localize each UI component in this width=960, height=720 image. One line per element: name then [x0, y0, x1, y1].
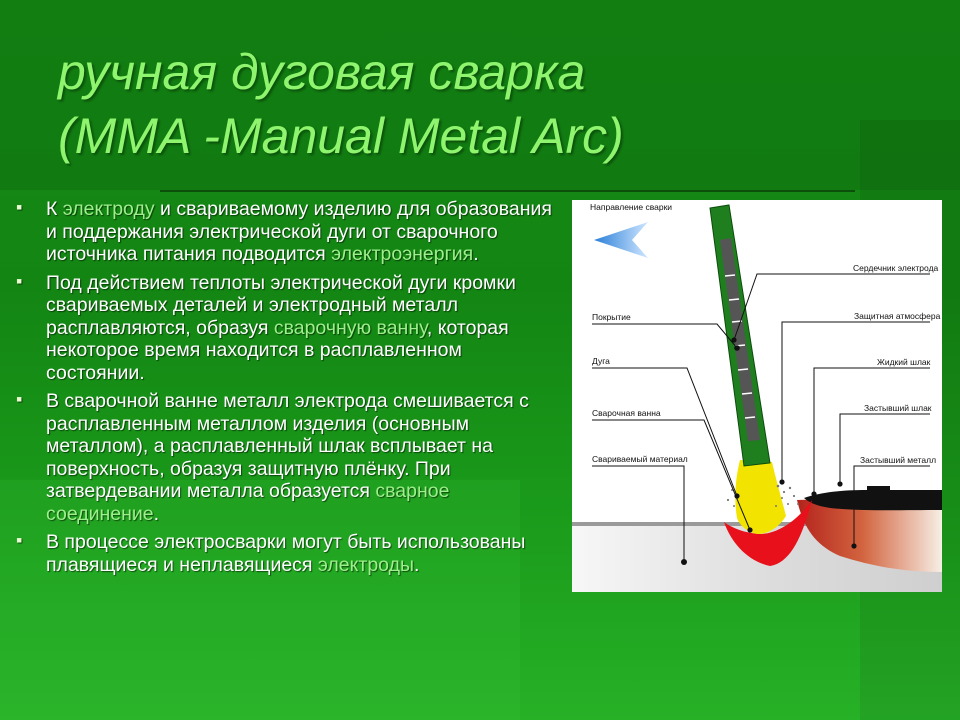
keyword-text: электроды — [317, 553, 414, 576]
bullet-marker-icon: ▪ — [16, 389, 23, 409]
bullet-item — [16, 531, 564, 576]
solid-slag — [804, 486, 942, 510]
bullet-item — [16, 198, 564, 266]
bullet-text: Под действием теплоты электрической дуги кромки свариваемых деталей и электродный металл расплавляются, образуя — [46, 271, 516, 339]
keyword-text: сварное соединение — [46, 480, 450, 525]
bullet-text: и свариваемому изделию для образования и поддержания электрической дуги от сварочного источника питания подводится — [46, 198, 552, 265]
label-coating: Покрытие — [592, 312, 631, 322]
bullet-marker-icon: ▪ — [16, 270, 23, 291]
bullet-list — [16, 198, 564, 582]
bullet-text: . — [414, 553, 420, 576]
welding-diagram — [572, 200, 942, 592]
bullet-item — [16, 390, 564, 525]
label-core: Сердечник электрода — [853, 263, 939, 273]
label-base-metal: Свариваемый материал — [592, 454, 688, 464]
title-line-2: (MMA -Manual Metal Arc) — [58, 108, 624, 164]
bullet-text: . — [153, 502, 160, 525]
label-solid-metal: Застывший металл — [860, 455, 937, 465]
title-line-1: ручная дуговая сварка — [58, 44, 586, 100]
bullet-text: , которая некоторое время находится в расплавленном состоянии. — [46, 316, 509, 384]
bullet-text: В процессе электросварки могут быть использованы плавящиеся и неплавящиеся — [46, 531, 526, 576]
keyword-text: электроэнергия — [331, 243, 474, 265]
arc-zone — [735, 460, 786, 534]
title-divider — [160, 190, 855, 192]
bullet-marker-icon: ▪ — [16, 197, 23, 217]
bullet-text: . — [473, 243, 479, 265]
bullet-marker-icon: ▪ — [16, 530, 23, 550]
bullet-text: В сварочной ванне металл электрода смешивается с расплавленным металлом изделия (основным металлом), а расплавленный шлак всплывает на поверхность, образуя защитную плёнку. При затвердевании металла образуется — [46, 390, 529, 502]
label-pool: Сварочная ванна — [592, 408, 661, 418]
keyword-text: сварочную ванну — [273, 316, 427, 339]
bullet-item — [16, 272, 564, 385]
keyword-text: электроду — [62, 198, 155, 220]
bullet-text: К — [46, 198, 63, 220]
slide-title — [58, 40, 624, 168]
label-liquid-slag: Жидкий шлак — [877, 357, 931, 367]
label-solid-slag: Застывший шлак — [864, 403, 932, 413]
label-direction: Направление сварки — [590, 202, 673, 212]
label-atmosphere: Защитная атмосфера — [854, 311, 941, 321]
direction-arrow-icon — [594, 222, 648, 258]
label-arc: Дуга — [592, 356, 610, 366]
